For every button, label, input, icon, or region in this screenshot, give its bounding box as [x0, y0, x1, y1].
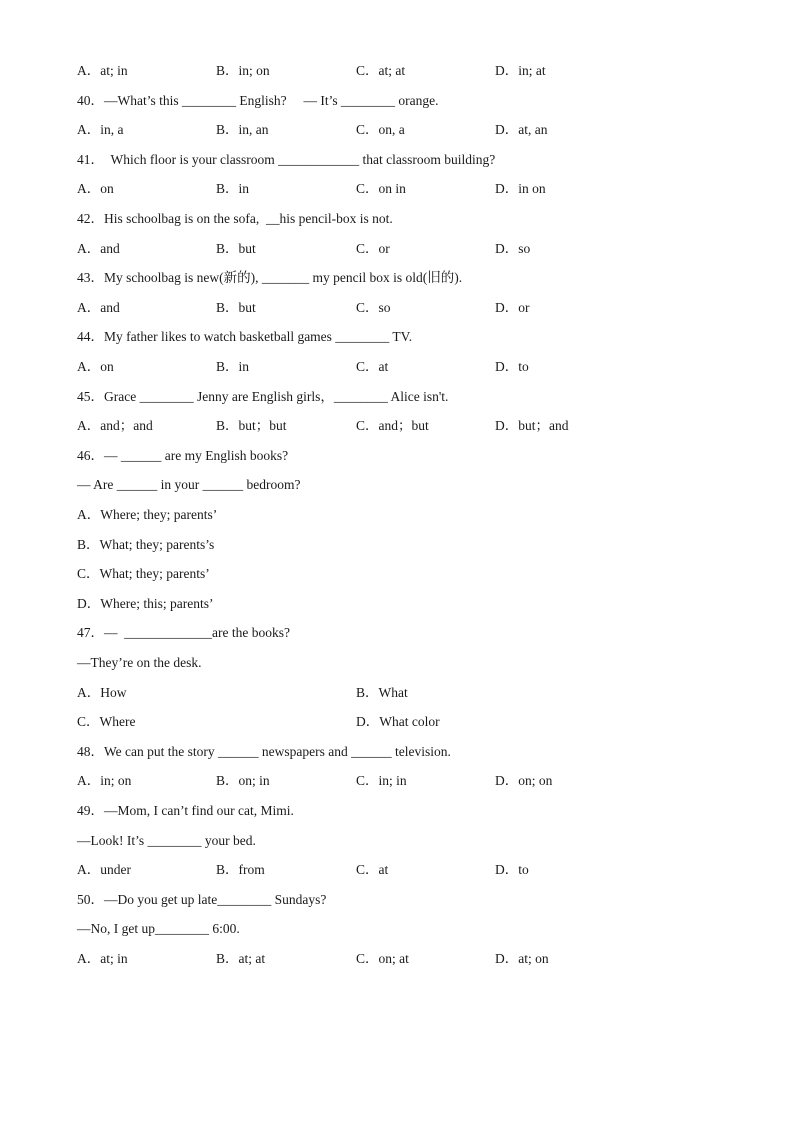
answer-option: D．to — [495, 862, 529, 878]
answer-option: C．Where — [77, 714, 136, 730]
answer-option: D．to — [495, 359, 529, 374]
answer-option: A．on — [77, 359, 114, 374]
answer-option: A．and；and — [77, 418, 153, 434]
answer-option: C．or — [356, 240, 390, 256]
question-line: 44．My father likes to watch basketball games ________ TV. — [77, 329, 413, 345]
answer-option: B．at; at — [216, 951, 266, 966]
answer-option: C．so — [356, 299, 391, 315]
answer-option: C．at — [356, 359, 389, 374]
answer-option: C．on, a — [356, 122, 405, 138]
answer-option: A．at; in — [77, 63, 128, 78]
question-line: 42．His schoolbag is on the sofa, __his pencil-box is not. — [77, 211, 393, 226]
question-line: 49．—Mom, I can’t find our cat, Mimi. — [77, 803, 294, 818]
answer-option: B．in — [216, 181, 250, 197]
answer-option: D．at; on — [495, 951, 549, 966]
question-line: A．Where; they; parents’ — [77, 507, 218, 522]
answer-option: B．What — [356, 684, 408, 700]
answer-option: B．in; on — [216, 63, 270, 78]
answer-option: D．What color — [356, 714, 440, 730]
answer-option: A．in, a — [77, 122, 124, 138]
question-line: 46．— ______ are my English books? — [77, 447, 289, 463]
question-line: D．Where; this; parents’ — [77, 595, 214, 611]
answer-option: C．on; at — [356, 951, 409, 966]
question-line: 47．— _____________are the books? — [77, 625, 290, 641]
answer-option: A．and — [77, 299, 120, 315]
answer-option: D．in; at — [495, 63, 546, 78]
answer-option: C．at — [356, 862, 389, 878]
question-line: —They’re on the desk. — [77, 655, 202, 670]
answer-option: C．in; in — [356, 773, 407, 789]
answer-option: B．in — [216, 359, 250, 374]
answer-option: D．so — [495, 240, 531, 256]
answer-option: D．on; on — [495, 773, 553, 789]
question-line: 40．—What’s this ________ English? — It’s ________ orange. — [77, 92, 439, 108]
answer-option: D．in on — [495, 181, 546, 197]
question-line: — Are ______ in your ______ bedroom? — [77, 477, 301, 493]
answer-option: A．at; in — [77, 951, 128, 966]
answer-option: C．on in — [356, 181, 406, 197]
question-line: C．What; they; parents’ — [77, 566, 210, 582]
answer-option: A．on — [77, 181, 114, 197]
answer-option: D．or — [495, 299, 530, 315]
question-line: 50．—Do you get up late________ Sundays? — [77, 891, 327, 907]
answer-option: B．but；but — [216, 418, 287, 434]
question-line: 43．My schoolbag is new(新的), _______ my pencil box is old(旧的). — [77, 270, 463, 286]
question-line: 41． Which floor is your classroom ____________ that classroom building? — [77, 151, 496, 167]
question-line: 48．We can put the story ______ newspapers and ______ television. — [77, 743, 451, 759]
answer-option: B．but — [216, 299, 256, 315]
answer-option: A．How — [77, 684, 127, 700]
answer-option: C．and；but — [356, 418, 429, 434]
question-line: —Look! It’s ________ your bed. — [77, 832, 256, 848]
answer-option: A．in; on — [77, 773, 132, 789]
answer-option: A．under — [77, 862, 131, 878]
answer-option: B．but — [216, 240, 256, 256]
answer-option: B．from — [216, 862, 265, 878]
answer-option: B．in, an — [216, 122, 269, 138]
answer-option: B．on; in — [216, 773, 270, 789]
question-line: B．What; they; parents’s — [77, 536, 215, 552]
question-line: 45．Grace ________ Jenny are English girls，________ Alice isn't. — [77, 388, 449, 404]
answer-option: C．at; at — [356, 63, 406, 78]
answer-option: D．but；and — [495, 418, 569, 434]
answer-option: A．and — [77, 240, 120, 256]
question-line: —No, I get up________ 6:00. — [77, 921, 240, 937]
answer-option: D．at, an — [495, 122, 548, 138]
